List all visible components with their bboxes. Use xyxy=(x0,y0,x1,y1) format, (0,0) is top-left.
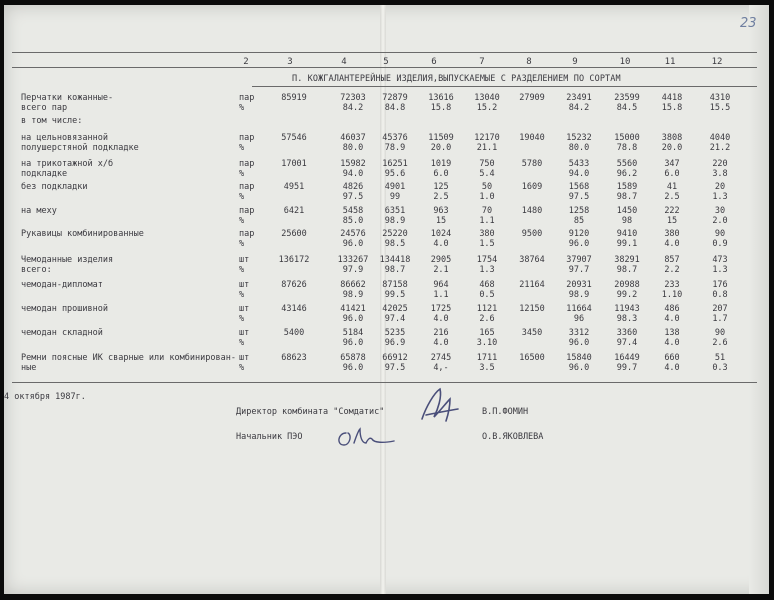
cell-percent: 98.7 xyxy=(616,265,638,275)
cell-percent: 3.10 xyxy=(476,338,498,348)
cell-percent: 97.7 xyxy=(568,265,590,275)
cell-value: 24576 xyxy=(340,229,366,239)
row-label: в том числе: xyxy=(21,116,83,126)
cell-percent: 97.5 xyxy=(384,363,406,373)
cell-percent: 15.5 xyxy=(709,103,731,113)
cell-percent: 96 xyxy=(573,314,585,324)
cell-percent: 85.0 xyxy=(342,216,364,226)
cell-value: 750 xyxy=(479,159,495,169)
director-signature xyxy=(416,385,462,427)
cell-percent: 4.0 xyxy=(433,338,449,348)
cell-percent: 99.7 xyxy=(616,363,638,373)
row-label: чемодан прошивной xyxy=(21,304,108,314)
cell-percent: 84.2 xyxy=(568,103,590,113)
cell-percent: 4.0 xyxy=(664,363,680,373)
row-unit: шт xyxy=(239,255,250,265)
row-label: Ремни поясные ИК сварные или комбинирован- xyxy=(21,353,236,363)
cell-value: 964 xyxy=(433,280,449,290)
cell-percent: 15.2 xyxy=(476,103,498,113)
cell-value: 1258 xyxy=(568,206,590,216)
cell-percent: 98.9 xyxy=(568,290,590,300)
cell-percent: 1.0 xyxy=(479,192,495,202)
cell-value: 20 xyxy=(714,182,726,192)
cell-percent: 1.7 xyxy=(712,314,728,324)
cell-percent: 2.5 xyxy=(433,192,449,202)
row-label: на трикотажной х/б xyxy=(21,159,114,169)
cell-value: 2745 xyxy=(430,353,452,363)
cell-percent: 15.8 xyxy=(430,103,452,113)
cell-value: 13040 xyxy=(474,93,500,103)
cell-percent: 97.4 xyxy=(384,314,406,324)
page-number: 23 xyxy=(740,16,757,31)
cell-percent: 2.6 xyxy=(479,314,495,324)
cell-value: 90 xyxy=(714,328,726,338)
cell-value: 15982 xyxy=(340,159,366,169)
cell-percent: 97.5 xyxy=(342,192,364,202)
column-number: 9 xyxy=(572,57,578,67)
cell-percent: 84.5 xyxy=(616,103,638,113)
cell-percent: 98.5 xyxy=(384,239,406,249)
cell-value: 15840 xyxy=(566,353,592,363)
cell-value: 380 xyxy=(479,229,495,239)
column-number: 4 xyxy=(341,57,347,67)
cell-value: 41 xyxy=(666,182,678,192)
cell-value: 16500 xyxy=(519,353,545,363)
cell-value: 16251 xyxy=(382,159,408,169)
cell-value: 66912 xyxy=(382,353,408,363)
cell-value: 72303 xyxy=(340,93,366,103)
row-unit: % xyxy=(239,169,245,179)
cell-value: 1019 xyxy=(430,159,452,169)
cell-value: 138 xyxy=(664,328,680,338)
cell-value: 30 xyxy=(714,206,726,216)
row-label: полушерстяной подкладке xyxy=(21,143,139,153)
cell-percent: 98.9 xyxy=(384,216,406,226)
column-number: 8 xyxy=(526,57,532,67)
cell-percent: 15 xyxy=(435,216,447,226)
header-rule-columns xyxy=(12,67,757,68)
cell-percent: 98 xyxy=(621,216,633,226)
cell-percent: 6.0 xyxy=(664,169,680,179)
cell-value: 486 xyxy=(664,304,680,314)
cell-percent: 96.0 xyxy=(568,338,590,348)
cell-percent: 98.3 xyxy=(616,314,638,324)
column-number: 10 xyxy=(619,57,631,67)
row-unit: % xyxy=(239,290,245,300)
cell-value: 25220 xyxy=(382,229,408,239)
cell-percent: 98.7 xyxy=(616,192,638,202)
cell-percent: 99.1 xyxy=(616,239,638,249)
cell-value: 5184 xyxy=(342,328,364,338)
row-label: всего пар xyxy=(21,103,68,113)
cell-percent: 5.4 xyxy=(479,169,495,179)
cell-percent: 97.9 xyxy=(342,265,364,275)
cell-value: 4951 xyxy=(283,182,305,192)
cell-value: 11664 xyxy=(566,304,592,314)
cell-value: 3808 xyxy=(661,133,683,143)
cell-value: 134418 xyxy=(379,255,411,265)
row-label: всего: xyxy=(21,265,52,275)
cell-percent: 97.5 xyxy=(568,192,590,202)
row-unit: пар xyxy=(239,93,255,103)
cell-percent: 1.3 xyxy=(712,192,728,202)
row-label: Чемоданные изделия xyxy=(21,255,114,265)
cell-value: 136172 xyxy=(278,255,310,265)
column-number: 5 xyxy=(383,57,389,67)
cell-value: 2905 xyxy=(430,255,452,265)
column-number: 2 xyxy=(243,57,249,67)
row-unit: шт xyxy=(239,304,250,314)
row-label: Рукавицы комбинированные xyxy=(21,229,144,239)
cell-percent: 2.0 xyxy=(712,216,728,226)
cell-percent: 15 xyxy=(666,216,678,226)
cell-percent: 6.0 xyxy=(433,169,449,179)
cell-percent: 2.2 xyxy=(664,265,680,275)
cell-value: 17001 xyxy=(281,159,307,169)
row-unit: шт xyxy=(239,328,250,338)
column-number: 7 xyxy=(479,57,485,67)
cell-value: 3450 xyxy=(521,328,543,338)
cell-value: 1024 xyxy=(430,229,452,239)
cell-percent: 85 xyxy=(573,216,585,226)
column-number: 3 xyxy=(287,57,293,67)
cell-value: 38291 xyxy=(614,255,640,265)
cell-value: 3312 xyxy=(568,328,590,338)
cell-percent: 96.0 xyxy=(342,239,364,249)
cell-value: 1609 xyxy=(521,182,543,192)
cell-value: 5458 xyxy=(342,206,364,216)
cell-value: 19040 xyxy=(519,133,545,143)
cell-value: 216 xyxy=(433,328,449,338)
cell-value: 41421 xyxy=(340,304,366,314)
row-unit: % xyxy=(239,265,245,275)
row-unit: пар xyxy=(239,159,255,169)
cell-percent: 3.5 xyxy=(479,363,495,373)
cell-value: 220 xyxy=(712,159,728,169)
cell-percent: 99 xyxy=(389,192,401,202)
cell-percent: 3.8 xyxy=(712,169,728,179)
row-label: подкладке xyxy=(21,169,68,179)
cell-value: 70 xyxy=(481,206,493,216)
cell-percent: 1.10 xyxy=(661,290,683,300)
cell-percent: 1.3 xyxy=(479,265,495,275)
cell-percent: 94.0 xyxy=(568,169,590,179)
cell-percent: 96.0 xyxy=(342,338,364,348)
row-unit: % xyxy=(239,143,245,153)
cell-percent: 4.0 xyxy=(433,314,449,324)
cell-value: 21164 xyxy=(519,280,545,290)
document-sheet xyxy=(4,5,769,594)
row-unit: пар xyxy=(239,229,255,239)
cell-value: 1711 xyxy=(476,353,498,363)
cell-value: 5400 xyxy=(283,328,305,338)
row-label: без подкладки xyxy=(21,182,88,192)
cell-value: 90 xyxy=(714,229,726,239)
cell-value: 1450 xyxy=(616,206,638,216)
cell-value: 12150 xyxy=(519,304,545,314)
cell-percent: 94.0 xyxy=(342,169,364,179)
pep-title: Начальник ПЭО xyxy=(236,432,303,442)
cell-value: 207 xyxy=(712,304,728,314)
cell-value: 176 xyxy=(712,280,728,290)
cell-value: 45376 xyxy=(382,133,408,143)
cell-value: 4040 xyxy=(709,133,731,143)
cell-value: 1480 xyxy=(521,206,543,216)
row-unit: % xyxy=(239,239,245,249)
cell-value: 222 xyxy=(664,206,680,216)
cell-value: 9500 xyxy=(521,229,543,239)
cell-percent: 4.0 xyxy=(664,239,680,249)
cell-percent: 96.9 xyxy=(384,338,406,348)
cell-percent: 96.0 xyxy=(342,363,364,373)
cell-percent: 20.0 xyxy=(661,143,683,153)
cell-value: 38764 xyxy=(519,255,545,265)
cell-percent: 21.1 xyxy=(476,143,498,153)
cell-value: 660 xyxy=(664,353,680,363)
cell-percent: 97.4 xyxy=(616,338,638,348)
cell-percent: 96.2 xyxy=(616,169,638,179)
row-unit: пар xyxy=(239,206,255,216)
row-unit: % xyxy=(239,363,245,373)
cell-value: 85919 xyxy=(281,93,307,103)
cell-value: 86662 xyxy=(340,280,366,290)
header-rule-section xyxy=(252,86,757,87)
cell-percent: 98.9 xyxy=(342,290,364,300)
cell-value: 15232 xyxy=(566,133,592,143)
cell-value: 15000 xyxy=(614,133,640,143)
cell-value: 11943 xyxy=(614,304,640,314)
cell-percent: 78.9 xyxy=(384,143,406,153)
pep-name: О.В.ЯКОВЛЕВА xyxy=(482,432,544,442)
cell-percent: 0.8 xyxy=(712,290,728,300)
pep-signature xyxy=(332,425,398,451)
cell-value: 1568 xyxy=(568,182,590,192)
cell-percent: 21.2 xyxy=(709,143,731,153)
cell-percent: 84.8 xyxy=(384,103,406,113)
row-label: на цельновязанной xyxy=(21,133,108,143)
cell-value: 468 xyxy=(479,280,495,290)
cell-value: 125 xyxy=(433,182,449,192)
cell-value: 1121 xyxy=(476,304,498,314)
cell-percent: 2.5 xyxy=(664,192,680,202)
cell-value: 43146 xyxy=(281,304,307,314)
cell-value: 1725 xyxy=(430,304,452,314)
cell-value: 42025 xyxy=(382,304,408,314)
cell-value: 5235 xyxy=(384,328,406,338)
cell-value: 37907 xyxy=(566,255,592,265)
cell-value: 9120 xyxy=(568,229,590,239)
cell-percent: 0.9 xyxy=(712,239,728,249)
cell-value: 6421 xyxy=(283,206,305,216)
cell-value: 4826 xyxy=(342,182,364,192)
row-unit: пар xyxy=(239,182,255,192)
director-title: Директор комбината "Сомдатис" xyxy=(236,407,385,417)
cell-percent: 4.0 xyxy=(433,239,449,249)
cell-percent: 4,- xyxy=(433,363,449,373)
cell-value: 23491 xyxy=(566,93,592,103)
cell-value: 5780 xyxy=(521,159,543,169)
cell-percent: 0.5 xyxy=(479,290,495,300)
cell-value: 72879 xyxy=(382,93,408,103)
cell-value: 963 xyxy=(433,206,449,216)
cell-value: 473 xyxy=(712,255,728,265)
cell-percent: 96.0 xyxy=(568,363,590,373)
document-date: 4 октября 1987г. xyxy=(4,392,86,402)
row-label: чемодан складной xyxy=(21,328,103,338)
row-label: ные xyxy=(21,363,37,373)
row-unit: шт xyxy=(239,280,250,290)
cell-percent: 1.3 xyxy=(712,265,728,275)
director-name: В.П.ФОМИН xyxy=(482,407,529,417)
cell-percent: 99.5 xyxy=(384,290,406,300)
cell-value: 4901 xyxy=(384,182,406,192)
cell-value: 4310 xyxy=(709,93,731,103)
row-unit: пар xyxy=(239,133,255,143)
cell-value: 20931 xyxy=(566,280,592,290)
cell-percent: 0.3 xyxy=(712,363,728,373)
row-label: на меху xyxy=(21,206,57,216)
cell-value: 27909 xyxy=(519,93,545,103)
cell-percent: 4.0 xyxy=(664,338,680,348)
cell-value: 233 xyxy=(664,280,680,290)
cell-value: 16449 xyxy=(614,353,640,363)
row-unit: % xyxy=(239,338,245,348)
cell-percent: 2.1 xyxy=(433,265,449,275)
row-unit: шт xyxy=(239,353,250,363)
row-unit: % xyxy=(239,216,245,226)
cell-percent: 20.0 xyxy=(430,143,452,153)
cell-value: 46037 xyxy=(340,133,366,143)
cell-value: 347 xyxy=(664,159,680,169)
cell-value: 23599 xyxy=(614,93,640,103)
cell-percent: 84.2 xyxy=(342,103,364,113)
cell-value: 9410 xyxy=(616,229,638,239)
cell-percent: 1.1 xyxy=(433,290,449,300)
cell-percent: 80.0 xyxy=(568,143,590,153)
cell-value: 165 xyxy=(479,328,495,338)
cell-value: 1754 xyxy=(476,255,498,265)
cell-percent: 80.0 xyxy=(342,143,364,153)
cell-value: 25600 xyxy=(281,229,307,239)
row-label: Перчатки кожанные- xyxy=(21,93,114,103)
cell-value: 13616 xyxy=(428,93,454,103)
cell-value: 1589 xyxy=(616,182,638,192)
cell-percent: 78.8 xyxy=(616,143,638,153)
section-title: П. КОЖГАЛАНТЕРЕЙНЫЕ ИЗДЕЛИЯ,ВЫПУСКАЕМЫЕ С РАЗДЕЛЕНИЕМ ПО СОРТАМ xyxy=(292,74,621,84)
cell-percent: 15.8 xyxy=(661,103,683,113)
row-unit: % xyxy=(239,103,245,113)
cell-value: 20988 xyxy=(614,280,640,290)
cell-value: 4418 xyxy=(661,93,683,103)
cell-value: 857 xyxy=(664,255,680,265)
table-bottom-rule xyxy=(12,382,757,383)
row-unit: % xyxy=(239,192,245,202)
cell-percent: 2.6 xyxy=(712,338,728,348)
cell-value: 57546 xyxy=(281,133,307,143)
cell-value: 6351 xyxy=(384,206,406,216)
cell-value: 65878 xyxy=(340,353,366,363)
cell-value: 3360 xyxy=(616,328,638,338)
column-number: 11 xyxy=(664,57,676,67)
cell-value: 87626 xyxy=(281,280,307,290)
cell-percent: 98.7 xyxy=(384,265,406,275)
cell-percent: 96.0 xyxy=(342,314,364,324)
cell-value: 50 xyxy=(481,182,493,192)
cell-value: 5560 xyxy=(616,159,638,169)
row-unit: % xyxy=(239,314,245,324)
cell-value: 12170 xyxy=(474,133,500,143)
column-number: 12 xyxy=(711,57,723,67)
cell-value: 11509 xyxy=(428,133,454,143)
cell-value: 51 xyxy=(714,353,726,363)
cell-percent: 95.6 xyxy=(384,169,406,179)
cell-value: 133267 xyxy=(337,255,369,265)
cell-value: 68623 xyxy=(281,353,307,363)
cell-value: 87158 xyxy=(382,280,408,290)
header-rule-top xyxy=(12,52,757,53)
cell-value: 380 xyxy=(664,229,680,239)
row-label: чемодан-дипломат xyxy=(21,280,103,290)
cell-percent: 99.2 xyxy=(616,290,638,300)
column-number: 6 xyxy=(431,57,437,67)
cell-percent: 1.5 xyxy=(479,239,495,249)
cell-percent: 4.0 xyxy=(664,314,680,324)
paper-edge xyxy=(749,5,769,594)
cell-value: 5433 xyxy=(568,159,590,169)
cell-percent: 96.0 xyxy=(568,239,590,249)
cell-percent: 1.1 xyxy=(479,216,495,226)
